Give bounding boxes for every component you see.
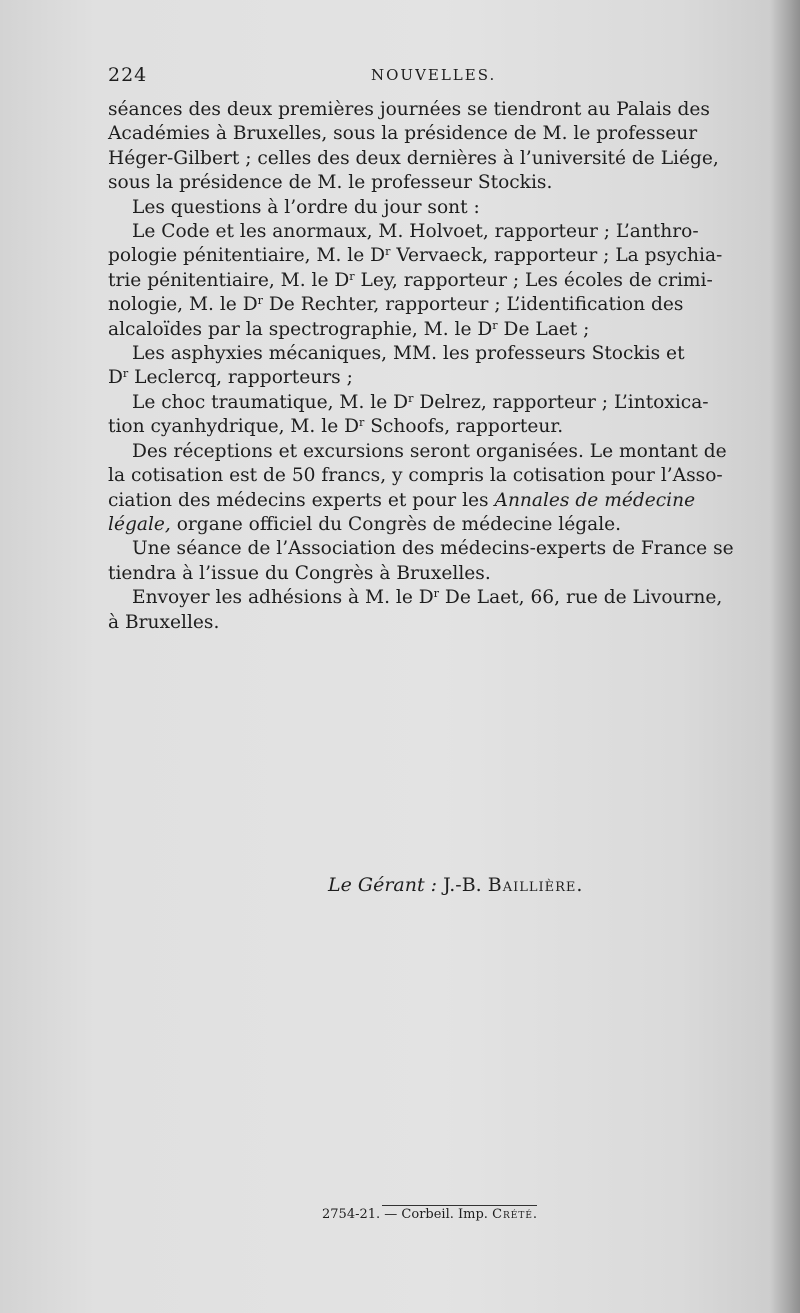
text-segment: pologie pénitentiaire, M. le D (108, 245, 386, 267)
superscript: r (385, 245, 391, 259)
text-segment: Leclercq, rapporteurs ; (128, 367, 353, 389)
text-line: la cotisation est de 50 francs, y compris la cotisation pour l’Asso- (108, 465, 723, 487)
text-line: tiendra à l’issue du Congrès à Bruxelles. (108, 562, 491, 584)
footer-rule (382, 1205, 537, 1206)
text-segment: Ley, rapporteur ; Les écoles de crimi- (354, 269, 713, 291)
text-segment: organe officiel du Congrès de médecine légale. (170, 513, 622, 535)
signature-name-prefix: J.-B. (443, 874, 482, 896)
text-segment: tion cyanhydrique, M. le D (108, 416, 360, 438)
text-line (108, 415, 744, 439)
text-segment: Schoofs, rapporteur. (364, 416, 564, 438)
journal-title: légale, (108, 513, 171, 535)
text-line (108, 513, 744, 537)
text-line (108, 269, 744, 293)
printer-imprint (322, 1207, 538, 1222)
text-segment: Envoyer les adhésions à M. le D (132, 587, 434, 609)
text-line (108, 586, 744, 610)
text-line (108, 391, 744, 415)
superscript: r (433, 587, 440, 600)
body-text (108, 98, 744, 635)
running-head: NOUVELLES. (371, 66, 497, 84)
imprint-printer: Crété. (492, 1207, 539, 1222)
page-header (108, 64, 738, 88)
text-line (108, 489, 744, 513)
text-segment: ciation des médecins experts et pour les (108, 489, 495, 511)
imprint-text: 2754-21. — Corbeil. Imp. (322, 1207, 488, 1222)
text-line: Héger-Gilbert ; celles des deux dernières à l’université de Liége, (108, 147, 719, 169)
text-line: séances des deux premières journées se tiendront au Palais des (108, 99, 710, 120)
text-line: à Bruxelles. (108, 611, 220, 633)
page-number: 224 (108, 64, 148, 86)
superscript: r (349, 269, 355, 283)
signature-label: Le Gérant : (328, 874, 438, 896)
text-segment: Le choc traumatique, M. le D (132, 391, 409, 413)
superscript: r (359, 416, 365, 430)
superscript: r (257, 294, 263, 308)
signature-name: Baillière. (487, 874, 584, 896)
text-segment: De Rechter, rapporteur ; L’identification des (262, 294, 684, 316)
superscript: r (492, 318, 498, 332)
text-line (108, 318, 744, 342)
text-segment: De Laet ; (497, 318, 590, 340)
text-segment: nologie, M. le D (108, 294, 258, 316)
superscript: r (408, 391, 414, 405)
text-segment: Delrez, rapporteur ; L’intoxica- (413, 391, 709, 413)
text-line: Une séance de l’Association des médecins-experts de France se (132, 538, 734, 560)
binding-shadow (770, 0, 800, 1313)
journal-title: Annales de médecine (494, 489, 696, 511)
text-segment: trie pénitentiaire, M. le D (108, 269, 350, 291)
text-segment: Vervaeck, rapporteur ; La psychia- (390, 245, 723, 267)
text-line: Les questions à l’ordre du jour sont : (132, 196, 480, 218)
text-line: Des réceptions et excursions seront organisées. Le montant de (132, 440, 727, 462)
text-segment: De Laet, 66, rue de Livourne, (439, 587, 723, 609)
text-line: Les asphyxies mécaniques, MM. les professeurs Stockis et (132, 343, 685, 365)
signature (328, 874, 583, 896)
text-line (108, 244, 744, 268)
text-segment: D (108, 367, 123, 389)
text-line: Académies à Bruxelles, sous la présidence de M. le professeur (108, 123, 698, 145)
text-line: sous la présidence de M. le professeur Stockis. (108, 172, 553, 194)
superscript: r (122, 367, 129, 381)
text-line (108, 293, 744, 317)
text-line: Le Code et les anormaux, M. Holvoet, rapporteur ; L’anthro- (132, 221, 699, 243)
text-segment: alcaloïdes par la spectrographie, M. le D (108, 318, 493, 340)
text-line (108, 366, 744, 390)
